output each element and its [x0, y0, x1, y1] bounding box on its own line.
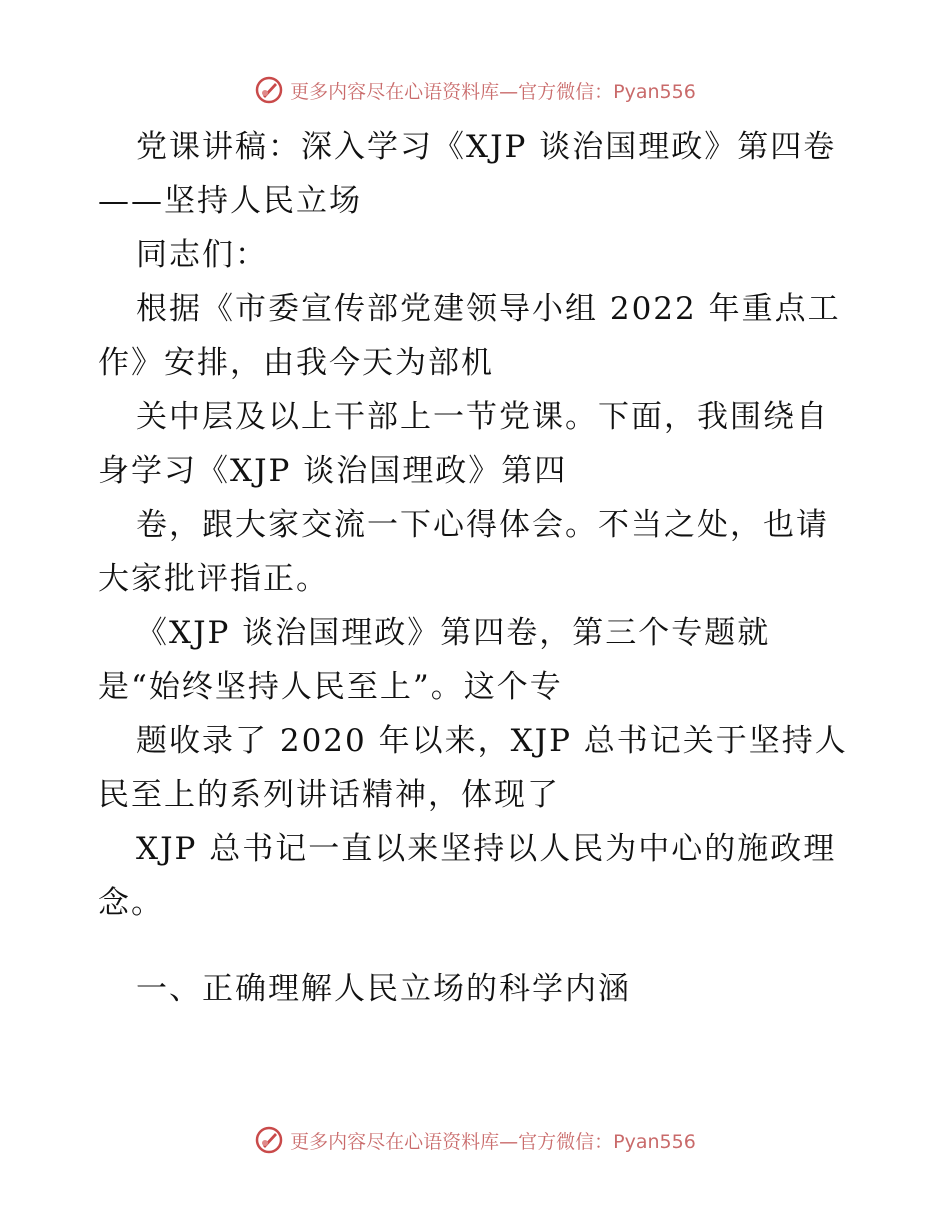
- paragraph-line: 民至上的系列讲话精神，体现了: [98, 777, 560, 813]
- footer-watermark-text: 更多内容尽在心语资料库—官方微信：Pyan556: [290, 1130, 696, 1153]
- paragraph-line: 身学习《XJP 谈治国理政》第四: [98, 453, 568, 489]
- paragraph-line: ——坚持人民立场: [98, 183, 362, 219]
- header-watermark-text: 更多内容尽在心语资料库—官方微信：Pyan556: [290, 80, 696, 103]
- paragraph-line: 大家批评指正。: [98, 561, 329, 597]
- paragraph-line: 根据《市委宣传部党建领导小组 2022 年重点工: [136, 291, 841, 327]
- paragraph-line: 念。: [98, 885, 164, 921]
- paragraph-line: 题收录了 2020 年以来，XJP 总书记关于坚持人: [136, 723, 848, 759]
- section-heading: 一、正确理解人民立场的科学内涵: [136, 971, 631, 1007]
- document-title-line: 党课讲稿：深入学习《XJP 谈治国理政》第四卷: [136, 129, 837, 165]
- paragraph-line: XJP 总书记一直以来坚持以人民为中心的施政理: [136, 831, 837, 867]
- paragraph-line: 卷，跟大家交流一下心得体会。不当之处，也请: [136, 507, 829, 543]
- quill-logo-icon: [254, 1125, 284, 1155]
- paragraph-line: 同志们：: [136, 237, 268, 273]
- footer-watermark: [0, 1120, 950, 1160]
- header-watermark: [0, 70, 950, 110]
- paragraph-line: 作》安排，由我今天为部机: [98, 345, 494, 381]
- document-body: [98, 120, 858, 1016]
- quill-logo-icon: [254, 75, 284, 105]
- section-spacer: [98, 930, 858, 962]
- paragraph-line: 《XJP 谈治国理政》第四卷，第三个专题就: [136, 615, 771, 651]
- paragraph-line: 是“始终坚持人民至上”。这个专: [98, 669, 563, 705]
- paragraph-line: 关中层及以上干部上一节党课。下面，我围绕自: [136, 399, 829, 435]
